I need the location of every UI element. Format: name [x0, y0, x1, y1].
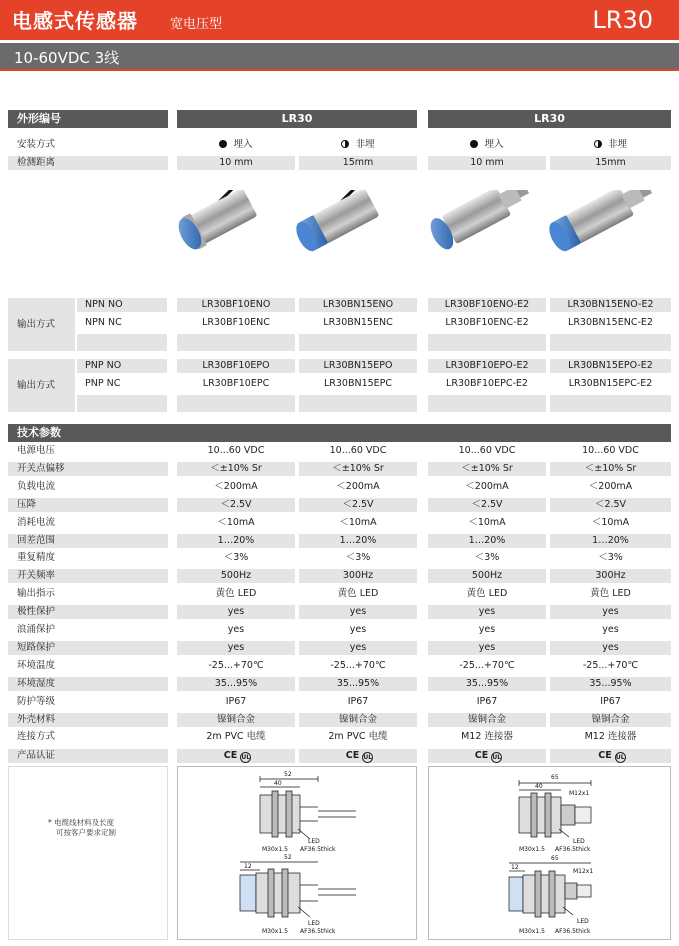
cert-cell-3 [428, 749, 546, 763]
spec-value: 10...60 VDC [177, 444, 295, 458]
spec-value: ＜3% [299, 551, 417, 565]
spec-label: 电源电压 [8, 444, 168, 458]
spec-value: yes [299, 623, 417, 637]
af-label: AF36.5thick [555, 846, 591, 853]
empty-cell [177, 395, 295, 412]
spec-label: 重复精度 [8, 551, 168, 565]
spec-value: IP67 [428, 695, 546, 709]
spec-value: 黄色 LED [177, 587, 295, 601]
spec-value: yes [177, 605, 295, 619]
spec-value: -25...+70℃ [428, 659, 546, 673]
m12-dimension-drawing [429, 767, 670, 939]
spec-value: IP67 [177, 695, 295, 709]
model-cell: LR30BF10EPO [177, 359, 295, 373]
divider [0, 69, 679, 71]
spec-value: 35...95% [177, 677, 295, 691]
spec-label: 短路保护 [8, 641, 168, 655]
ce-mark: CE [474, 750, 489, 761]
spec-value: yes [299, 605, 417, 619]
flush-icon [219, 140, 227, 148]
spec-label: 负载电流 [8, 480, 168, 494]
ce-mark: CE [223, 750, 238, 761]
spec-value: 1…20% [550, 534, 671, 548]
cert-cell-2 [299, 749, 417, 763]
spec-value: ＜2.5V [299, 498, 417, 512]
model-title: LR30 [592, 6, 653, 34]
spec-value: 35...95% [550, 677, 671, 691]
spec-value: ＜3% [177, 551, 295, 565]
spec-value: 500Hz [428, 569, 546, 583]
spec-value: 镍铜合金 [299, 713, 417, 727]
mount-4: 非埋 [550, 138, 671, 152]
dim-total: 52 [284, 854, 292, 861]
empty-cell [428, 334, 546, 351]
spec-label: 消耗电流 [8, 516, 168, 530]
ce-mark: CE [598, 750, 612, 761]
spec-value: -25...+70℃ [550, 659, 671, 673]
group-header-2: LR30 [428, 110, 671, 128]
npn-empty-row [77, 334, 167, 351]
spec-value: 2m PVC 电缆 [299, 730, 417, 744]
spec-value: yes [550, 641, 671, 655]
npn-output-label: 输出方式 [17, 319, 56, 330]
conn-label: M12x1 [569, 790, 590, 797]
npn-nc-label: NPN NC [77, 316, 167, 330]
spec-value: yes [428, 623, 546, 637]
spec-value: 黄色 LED [550, 587, 671, 601]
page-subtitle: 宽电压型 [170, 17, 223, 32]
mount-2: 非埋 [299, 138, 417, 152]
spec-label: 环境温度 [8, 659, 168, 673]
mount-label: 安装方式 [8, 138, 168, 152]
spec-value: 黄色 LED [299, 587, 417, 601]
spec-label: 开关点偏移 [8, 462, 168, 476]
af-label: AF36.5thick [300, 928, 336, 935]
cable-dimension-drawing [178, 767, 416, 939]
spec-value: -25...+70℃ [299, 659, 417, 673]
spec-value: IP67 [550, 695, 671, 709]
spec-value: yes [177, 641, 295, 655]
pnp-nc-label: PNP NC [77, 377, 167, 391]
spec-value: 1…20% [299, 534, 417, 548]
thread-label: M30x1.5 [262, 928, 288, 935]
spec-label: 连接方式 [8, 730, 168, 744]
shape-label: 外形编号 [8, 110, 168, 128]
spec-value: ＜2.5V [550, 498, 671, 512]
distance-1: 10 mm [177, 156, 295, 170]
dim-total: 52 [284, 771, 292, 778]
empty-cell [550, 395, 671, 412]
spec-label: 外壳材料 [8, 713, 168, 727]
af-label: AF36.5thick [555, 928, 591, 935]
model-cell: LR30BN15EPO [299, 359, 417, 373]
dim-front: 12 [244, 863, 252, 870]
empty-cell [299, 334, 417, 351]
sensor-image-2 [285, 190, 419, 254]
spec-label: 防护等级 [8, 695, 168, 709]
spec-value: ＜10mA [177, 516, 295, 530]
empty-cell [299, 395, 417, 412]
empty-cell [550, 334, 671, 351]
spec-value: 35...95% [428, 677, 546, 691]
spec-value: ＜200mA [177, 480, 295, 494]
spec-value: ＜2.5V [428, 498, 546, 512]
voltage-bar [0, 43, 679, 69]
spec-value: 黄色 LED [428, 587, 546, 601]
spec-value: 35...95% [299, 677, 417, 691]
tech-section-header: 技术参数 [8, 424, 671, 442]
spec-value: yes [177, 623, 295, 637]
dim-body: 40 [274, 780, 282, 787]
pnp-output-label: 输出方式 [17, 380, 56, 391]
thread-label: M30x1.5 [519, 846, 545, 853]
spec-value: -25...+70℃ [177, 659, 295, 673]
spec-value: ＜200mA [550, 480, 671, 494]
spec-value: 10...60 VDC [428, 444, 546, 458]
empty-cell [428, 395, 546, 412]
page-title: 电感式传感器 [12, 9, 138, 33]
spec-value: 1…20% [177, 534, 295, 548]
led-label: LED [573, 838, 585, 845]
dim-total: 65 [551, 855, 559, 862]
spec-value: IP67 [299, 695, 417, 709]
npn-no-label: NPN NO [77, 298, 167, 312]
model-cell: LR30BN15EPO-E2 [550, 359, 671, 373]
dim-body: 40 [535, 783, 543, 790]
product-images [177, 190, 671, 290]
spec-value: M12 连接器 [428, 730, 546, 744]
voltage-title: 10-60VDC 3线 [14, 49, 120, 67]
dim-front: 12 [511, 864, 519, 871]
thread-label: M30x1.5 [519, 928, 545, 935]
mount-1: 埋入 [177, 138, 295, 152]
spec-value: 镍铜合金 [177, 713, 295, 727]
led-label: LED [577, 918, 589, 925]
model-cell: LR30BF10ENO-E2 [428, 298, 546, 312]
model-cell: LR30BN15ENO-E2 [550, 298, 671, 312]
ul-mark: UL [615, 754, 625, 761]
spec-value: 300Hz [550, 569, 671, 583]
spec-label: 开关频率 [8, 569, 168, 583]
spec-label: 回差范围 [8, 534, 168, 548]
spec-value: 镍铜合金 [428, 713, 546, 727]
conn-label: M12x1 [573, 868, 594, 875]
cert-label: 产品认证 [8, 749, 168, 763]
distance-label: 检测距离 [8, 156, 168, 170]
model-cell: LR30BN15EPC-E2 [550, 377, 671, 391]
spec-value: M12 连接器 [550, 730, 671, 744]
model-cell: LR30BF10EPO-E2 [428, 359, 546, 373]
spec-value: ＜2.5V [177, 498, 295, 512]
model-cell: LR30BF10EPC [177, 377, 295, 391]
spec-value: ＜200mA [299, 480, 417, 494]
ul-mark: UL [363, 754, 373, 761]
spec-value: ＜10mA [428, 516, 546, 530]
spec-value: ＜±10% Sr [177, 462, 295, 476]
spec-value: ＜±10% Sr [299, 462, 417, 476]
spec-value: ＜200mA [428, 480, 546, 494]
spec-value: 300Hz [299, 569, 417, 583]
spec-value: 镍铜合金 [550, 713, 671, 727]
cable-note: * 电缆线材料及长度 可按客户要求定制 [48, 818, 116, 837]
spec-value: ＜3% [550, 551, 671, 565]
spec-value: ＜3% [428, 551, 546, 565]
distance-2: 15mm [299, 156, 417, 170]
spec-value: ＜±10% Sr [428, 462, 546, 476]
model-cell: LR30BN15ENC-E2 [550, 316, 671, 330]
spec-value: yes [550, 605, 671, 619]
model-cell: LR30BN15ENC [299, 316, 417, 330]
spec-value: 500Hz [177, 569, 295, 583]
spec-label: 环境湿度 [8, 677, 168, 691]
pnp-no-label: PNP NO [77, 359, 167, 373]
model-cell: LR30BF10ENC [177, 316, 295, 330]
ce-mark: CE [345, 750, 360, 761]
distance-3: 10 mm [428, 156, 546, 170]
empty-cell [177, 334, 295, 351]
spec-value: yes [550, 623, 671, 637]
ul-mark: UL [492, 754, 502, 761]
cert-cell-4 [550, 749, 671, 763]
model-cell: LR30BN15EPC [299, 377, 417, 391]
led-label: LED [308, 920, 320, 927]
spec-value: 2m PVC 电缆 [177, 730, 295, 744]
spec-label: 输出指示 [8, 587, 168, 601]
spec-value: 10...60 VDC [550, 444, 671, 458]
pnp-empty-row [77, 395, 167, 412]
spec-value: ＜10mA [299, 516, 417, 530]
model-cell: LR30BN15ENO [299, 298, 417, 312]
mount-3: 埋入 [428, 138, 546, 152]
flush-icon [470, 140, 478, 148]
distance-4: 15mm [550, 156, 671, 170]
note-panel [8, 766, 168, 940]
spec-label: 浪涌保护 [8, 623, 168, 637]
spec-value: yes [299, 641, 417, 655]
nonflush-icon [594, 140, 602, 148]
spec-label: 极性保护 [8, 605, 168, 619]
spec-value: yes [428, 605, 546, 619]
spec-value: 10...60 VDC [299, 444, 417, 458]
nonflush-icon [341, 140, 349, 148]
spec-value: ＜10mA [550, 516, 671, 530]
af-label: AF36.5thick [300, 846, 336, 853]
model-cell: LR30BF10ENO [177, 298, 295, 312]
page-header [0, 0, 679, 40]
sensor-image-3 [426, 190, 535, 253]
led-label: LED [308, 838, 320, 845]
cable-drawing-panel [177, 766, 417, 940]
thread-label: M30x1.5 [262, 846, 288, 853]
cert-cell-1 [177, 749, 295, 763]
spec-value: 1…20% [428, 534, 546, 548]
group-header-1: LR30 [177, 110, 417, 128]
m12-drawing-panel [428, 766, 671, 940]
spec-label: 压降 [8, 498, 168, 512]
ul-mark: UL [241, 754, 251, 761]
model-cell: LR30BF10EPC-E2 [428, 377, 546, 391]
model-cell: LR30BF10ENC-E2 [428, 316, 546, 330]
sensor-image-4 [545, 190, 657, 254]
sensor-image-1 [177, 190, 298, 254]
spec-value: yes [428, 641, 546, 655]
dim-total: 65 [551, 774, 559, 781]
spec-value: ＜±10% Sr [550, 462, 671, 476]
